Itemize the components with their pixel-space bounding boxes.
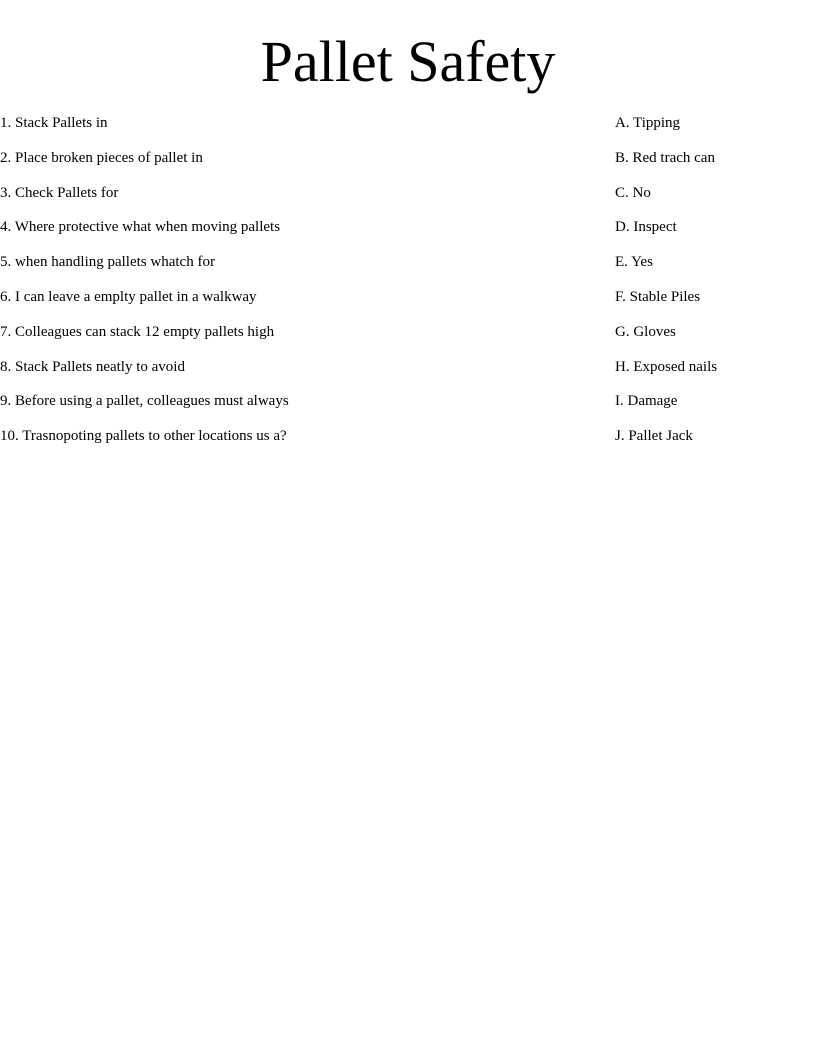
- question-item: 9. Before using a pallet, colleagues must always: [0, 393, 289, 410]
- question-item: 10. Trasnopoting pallets to other locations us a?: [0, 428, 287, 445]
- question-item: 8. Stack Pallets neatly to avoid: [0, 358, 185, 375]
- answer-item: G. Gloves: [615, 323, 676, 340]
- question-item: 7. Colleagues can stack 12 empty pallets high: [0, 323, 275, 340]
- answer-item: H. Exposed nails: [615, 358, 718, 375]
- question-item: 2. Place broken pieces of pallet in: [0, 149, 203, 166]
- question-item: 6. I can leave a emplty pallet in a walkway: [0, 288, 257, 305]
- answer-item: D. Inspect: [615, 219, 677, 236]
- answer-list: [615, 113, 815, 461]
- question-item: 5. when handling pallets whatch for: [0, 254, 215, 271]
- answer-item: I. Damage: [615, 393, 678, 410]
- answer-item: A. Tipping: [615, 115, 681, 131]
- answer-item: B. Red trach can: [615, 149, 715, 166]
- question-list: [0, 113, 560, 461]
- answer-item: J. Pallet Jack: [615, 428, 693, 445]
- answer-item: C. No: [615, 184, 651, 201]
- question-item: 4. Where protective what when moving pallets: [0, 219, 281, 236]
- answer-item: E. Yes: [615, 254, 653, 271]
- question-item: 1. Stack Pallets in: [0, 115, 108, 131]
- page-title: Pallet Safety: [260, 29, 556, 94]
- answer-item: F. Stable Piles: [615, 288, 701, 305]
- question-item: 3. Check Pallets for: [0, 184, 119, 201]
